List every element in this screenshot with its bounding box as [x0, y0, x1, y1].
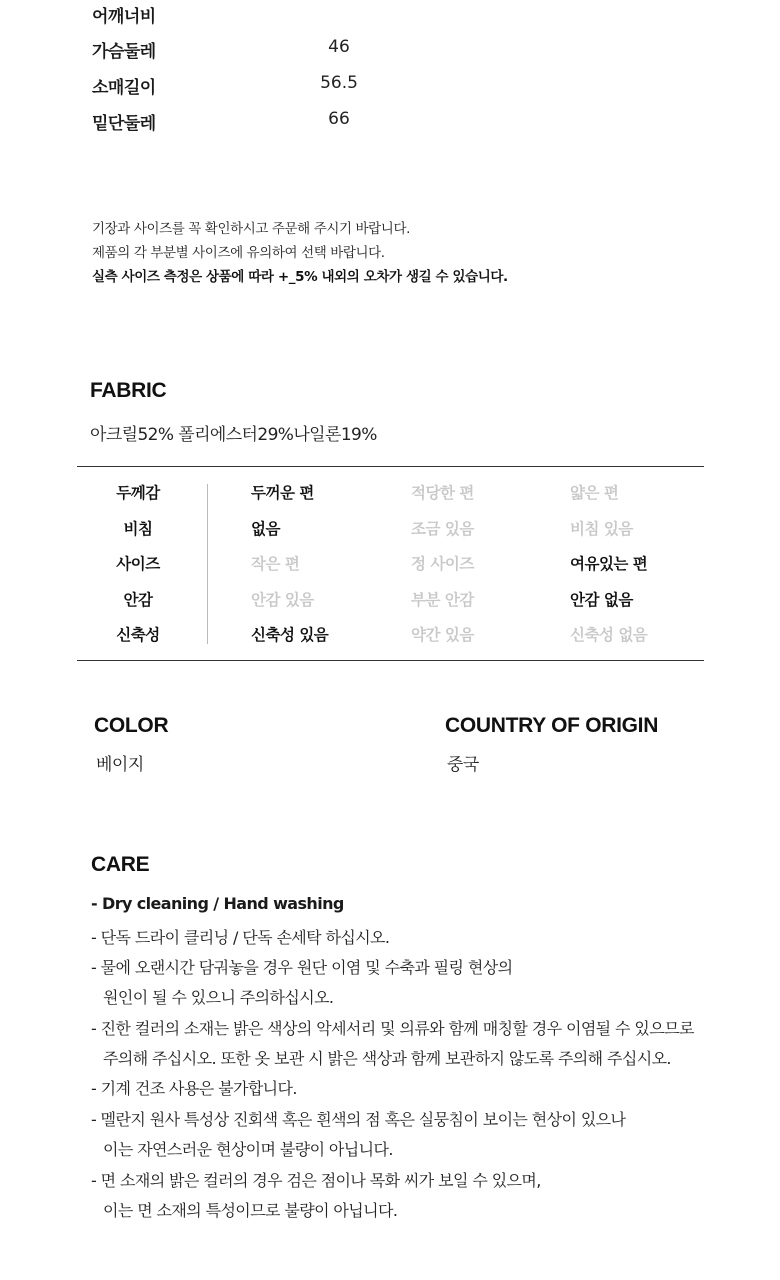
attribute-option: 두꺼운 편 — [251, 484, 314, 502]
care-line: - 물에 오랜시간 담궈놓을 경우 원단 이염 및 수축과 필링 현상의 — [91, 958, 513, 977]
attribute-option: 적당한 편 — [411, 484, 474, 502]
size-value: 46 — [328, 37, 350, 57]
attribute-category: 두께감 — [116, 484, 160, 502]
size-row-chest — [92, 37, 392, 67]
attribute-row-sheerness — [0, 517, 780, 552]
attribute-option: 안감 있음 — [251, 591, 314, 609]
attribute-option: 약간 있음 — [411, 626, 474, 644]
attribute-row-thickness — [0, 481, 780, 516]
note-line: 기장과 사이즈를 꼭 확인하시고 주문해 주시기 바랍니다. — [92, 221, 410, 237]
attribute-option: 안감 없음 — [570, 591, 633, 609]
size-row-sleeve — [92, 73, 392, 103]
attribute-option: 비침 있음 — [570, 520, 633, 538]
attribute-table-bottom-divider — [77, 660, 704, 661]
attribute-row-fit — [0, 552, 780, 587]
attribute-option: 신축성 있음 — [251, 626, 329, 644]
care-title: CARE — [91, 853, 150, 876]
size-notes — [92, 217, 508, 289]
attribute-option: 정 사이즈 — [411, 555, 474, 573]
care-line: - 진한 컬러의 소재는 밝은 색상의 악세서리 및 의류와 함께 매칭할 경우 이염될 수 있으므로 — [91, 1019, 694, 1038]
size-label: 소매길이 — [92, 78, 156, 98]
care-line: 이는 면 소재의 특성이므로 불량이 아닙니다. — [103, 1201, 398, 1220]
color-value: 베이지 — [96, 755, 144, 775]
attribute-option: 신축성 없음 — [570, 626, 648, 644]
attribute-category: 신축성 — [116, 626, 160, 644]
size-value: 66 — [328, 109, 350, 129]
origin-title: COUNTRY OF ORIGIN — [445, 714, 659, 737]
attribute-category: 안감 — [123, 591, 153, 609]
note-line-emphasis: 실측 사이즈 측정은 상품에 따라 +_5% 내외의 오차가 생길 수 있습니다. — [92, 269, 508, 285]
origin-value: 중국 — [447, 755, 479, 775]
size-row-shoulder — [92, 2, 392, 32]
attribute-option: 부분 안감 — [411, 591, 474, 609]
fabric-composition: 아크릴52% 폴리에스터29%나일론19% — [90, 425, 377, 445]
care-line: 주의해 주십시오. 또한 옷 보관 시 밝은 색상과 함께 보관하지 않도록 주의해 주십시오. — [103, 1049, 671, 1068]
care-line: - 기계 건조 사용은 불가합니다. — [91, 1079, 297, 1098]
attribute-category: 사이즈 — [116, 555, 160, 573]
fabric-title: FABRIC — [90, 379, 167, 402]
care-line: - 단독 드라이 클리닝 / 단독 손세탁 하십시오. — [91, 928, 390, 947]
size-label: 어깨너비 — [92, 7, 156, 27]
attribute-option: 얇은 편 — [570, 484, 619, 502]
attribute-option: 작은 편 — [251, 555, 300, 573]
size-label: 가슴둘레 — [92, 42, 156, 62]
size-value: 56.5 — [320, 73, 358, 93]
care-line: - Dry cleaning / Hand washing — [91, 894, 344, 913]
care-line: 원인이 될 수 있으니 주의하십시오. — [103, 988, 334, 1007]
attribute-option: 없음 — [251, 520, 280, 538]
care-line: 이는 자연스러운 현상이며 불량이 아닙니다. — [103, 1140, 393, 1159]
attribute-row-lining — [0, 588, 780, 623]
attribute-table-top-divider — [77, 466, 704, 467]
attribute-row-stretch — [0, 623, 780, 658]
care-line: - 면 소재의 밝은 컬러의 경우 검은 점이나 목화 씨가 보일 수 있으며, — [91, 1171, 541, 1190]
care-line: - 멜란지 원사 특성상 진회색 혹은 흰색의 점 혹은 실뭉침이 보이는 현상이 있으나 — [91, 1110, 626, 1129]
note-line: 제품의 각 부분별 사이즈에 유의하여 선택 바랍니다. — [92, 245, 385, 261]
attribute-option: 조금 있음 — [411, 520, 474, 538]
size-label: 밑단둘레 — [92, 114, 156, 134]
color-title: COLOR — [94, 714, 169, 737]
size-row-hem — [92, 109, 392, 139]
attribute-category: 비침 — [123, 520, 153, 538]
attribute-option: 여유있는 편 — [570, 555, 648, 573]
